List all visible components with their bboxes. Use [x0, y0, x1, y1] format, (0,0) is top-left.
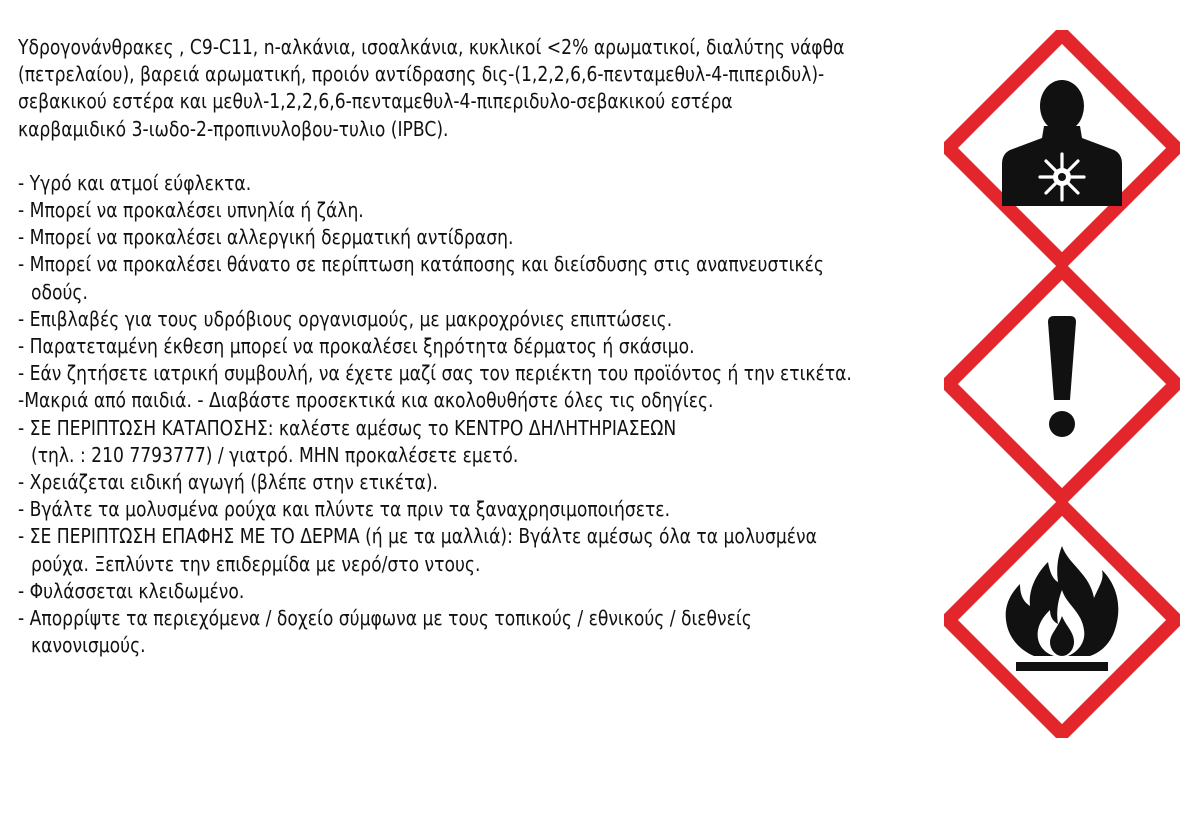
exclamation-mark-icon [944, 266, 1180, 502]
composition-line: (πετρελαίου), βαρειά αρωματική, προιόν αντίδρασης δις-(1,2,2,6,6-πενταμεθυλ-4-πιπεριδυλ)- [18, 62, 825, 87]
hazard-statement: - Μπορεί να προκαλέσει θάνατο σε περίπτωση κατάποσης και διείσδυσης στις αναπνευστικές [18, 252, 824, 277]
flame-icon [944, 502, 1180, 738]
hazard-statements-list [18, 170, 883, 660]
composition-line: σεβακικού εστέρα και μεθυλ-1,2,2,6,6-πενταμεθυλ-4-πιπεριδυλο-σεβακικού εστέρα [18, 89, 733, 114]
hazard-statement: - ΣΕ ΠΕΡΙΠΤΩΣΗ ΚΑΤΑΠΟΣΗΣ: καλέστε αμέσως το ΚΕΝΤΡΟ ΔΗΛΗΤΗΡΙΑΣΕΩΝ [18, 415, 677, 440]
hazard-statement: - Μπορεί να προκαλέσει αλλεργική δερματική αντίδραση. [18, 225, 514, 250]
hazard-statement: - Φυλάσσεται κλειδωμένο. [18, 578, 245, 603]
hazard-statement: - Βγάλτε τα μολυσμένα ρούχα και πλύντε τα πριν τα ξαναχρησιμοποιήσετε. [18, 497, 671, 522]
hazard-statement: - Υγρό και ατμοί εύφλεκτα. [18, 170, 252, 195]
composition-line: Υδρογονάνθρακες , C9-C11, n-αλκάνια, ισοαλκάνια, κυκλικοί <2% αρωματικοί, διαλύτης νάφθα [18, 35, 845, 59]
health-hazard-pictogram [944, 30, 1180, 266]
hazard-statement: - Απορρίψτε τα περιεχόμενα / δοχείο σύμφωνα με τους τοπικούς / εθνικούς / διεθνείς [18, 606, 752, 631]
hazard-statement: - ΣΕ ΠΕΡΙΠΤΩΣΗ ΕΠΑΦΗΣ ΜΕ ΤΟ ΔΕΡΜΑ (ή με τα μαλλιά): Βγάλτε αμέσως όλα τα μολυσμένα [18, 524, 817, 549]
hazard-statement: - Εάν ζητήσετε ιατρική συμβουλή, να έχετε μαζί σας τον περιέκτη του προϊόντος ή την ετικέτα. [18, 361, 852, 386]
hazard-statement: -Μακριά από παιδιά. - Διαβάστε προσεκτικά κια ακολοθυθήστε όλες τις οδηγίες. [18, 388, 714, 413]
flame-pictogram [944, 502, 1180, 738]
hazard-statement-continuation: κανονισμούς. [31, 633, 146, 658]
substance-composition [18, 34, 883, 143]
hazard-statement-continuation: (τηλ. : 210 7793777) / γιατρό. ΜΗΝ προκαλέσετε εμετό. [31, 442, 519, 467]
hazard-text-block [18, 34, 883, 659]
hazard-statement: - Επιβλαβές για τους υδρόβιους οργανισμούς, με μακροχρόνιες επιπτώσεις. [18, 306, 673, 331]
health-hazard-icon [944, 30, 1180, 266]
hazard-statement: - Παρατεταμένη έκθεση μπορεί να προκαλέσει ξηρότητα δέρματος ή σκάσιμο. [18, 334, 695, 359]
paragraph-spacer [18, 143, 883, 170]
hazard-statement: - Χρειάζεται ειδική αγωγή (βλέπε στην ετικέτα). [18, 470, 438, 495]
exclamation-mark-pictogram [944, 266, 1180, 502]
hazard-statement-continuation: οδούς. [31, 279, 88, 304]
composition-line: καρβαμιδικό 3-ιωδο-2-προπινυλοβου-τυλιο (IPBC). [18, 116, 449, 141]
hazard-statement-continuation: ρούχα. Ξεπλύντε την επιδερμίδα με νερό/στο ντους. [31, 551, 481, 576]
hazard-statement: - Μπορεί να προκαλέσει υπνηλία ή ζάλη. [18, 198, 364, 223]
